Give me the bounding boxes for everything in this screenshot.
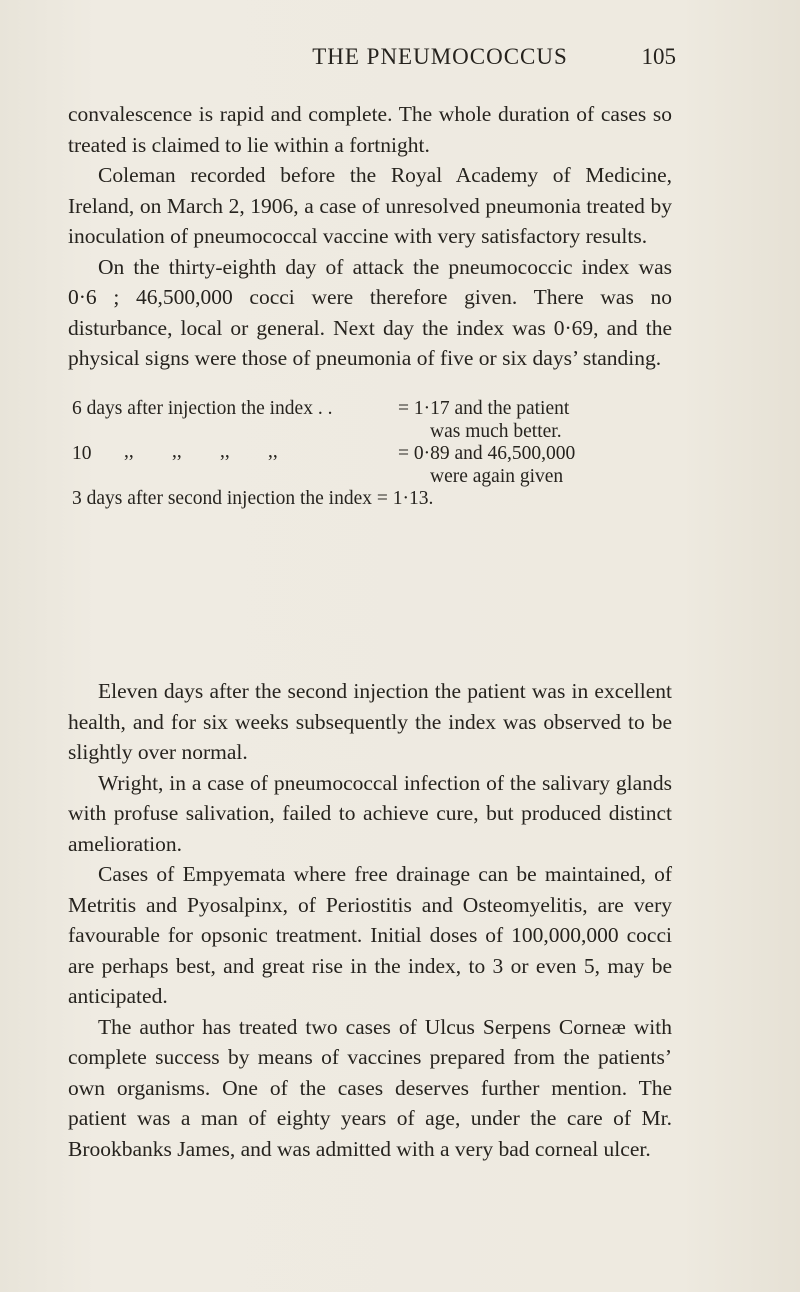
page-header [0, 44, 800, 76]
ditto-mark: ,, [172, 441, 182, 462]
table-row [72, 443, 672, 466]
text-block-bottom [68, 676, 672, 1164]
table-row [72, 488, 672, 511]
index-readings-table [72, 398, 672, 511]
paragraph: Cases of Empyemata where free drainage can be maintained, of Metritis and Pyosalpinx, of Periostitis and Osteomyelitis, are very favourable for opsonic treatment. Initial doses of 100,000,000 cocci are perhaps best, and great rise in the index, to 3 or even 5, may be anticipated. [68, 862, 672, 1008]
row-value-continuation: were again given [430, 465, 564, 487]
row-value: = 0·89 and 46,500,000 [398, 443, 576, 464]
ditto-mark: ,, [268, 441, 278, 462]
table-row [72, 398, 672, 421]
paragraph: Coleman recorded before the Royal Academy of Medicine, Ireland, on March 2, 1906, a case of unresolved pneumonia treated by inoculation of pneumococcal vaccine with very satisfactory results. [68, 163, 672, 248]
text-block-top [68, 99, 672, 374]
paragraph: convalescence is rapid and complete. The whole duration of cases so treated is claimed to lie within a fortnight. [68, 102, 672, 157]
paragraph: Wright, in a case of pneumococcal infection of the salivary glands with profuse salivation, failed to achieve cure, but produced distinct amelioration. [68, 770, 672, 856]
row-label: 3 days after second injection the index = 1·13. [72, 488, 434, 509]
running-title: THE PNEUMOCOCCUS [312, 44, 568, 69]
paragraph: On the thirty-eighth day of attack the pneumococcic index was 0·6 ; 46,500,000 cocci were therefore given. There was no disturbance, local or general. Next day the index was 0·69, and the physical signs were those of pneumonia of five or six days’ standing. [68, 254, 672, 370]
ditto-mark: ,, [220, 441, 230, 462]
ditto-marks [124, 441, 316, 464]
row-value: = 1·17 and the patient [398, 398, 570, 419]
row-value-continuation: was much better. [430, 420, 562, 442]
table-row-continuation [72, 466, 672, 489]
table-row-continuation [72, 421, 672, 444]
page-number: 105 [641, 44, 676, 69]
row-label: 6 days after injection the index . . [72, 398, 333, 419]
row-label: 10 [72, 443, 92, 464]
paragraph: Eleven days after the second injection the patient was in excellent health, and for six weeks subsequently the index was observed to be slightly over normal. [68, 679, 672, 764]
paragraph: The author has treated two cases of Ulcus Serpens Corneæ with complete success by means of vaccines prepared from the patients’ own organisms. One of the cases deserves further mention. The patient was a man of eighty years of age, under the care of Mr. Brookbanks James, and was admitted with a very bad corneal ulcer. [68, 1014, 672, 1161]
ditto-mark: ,, [124, 441, 134, 462]
